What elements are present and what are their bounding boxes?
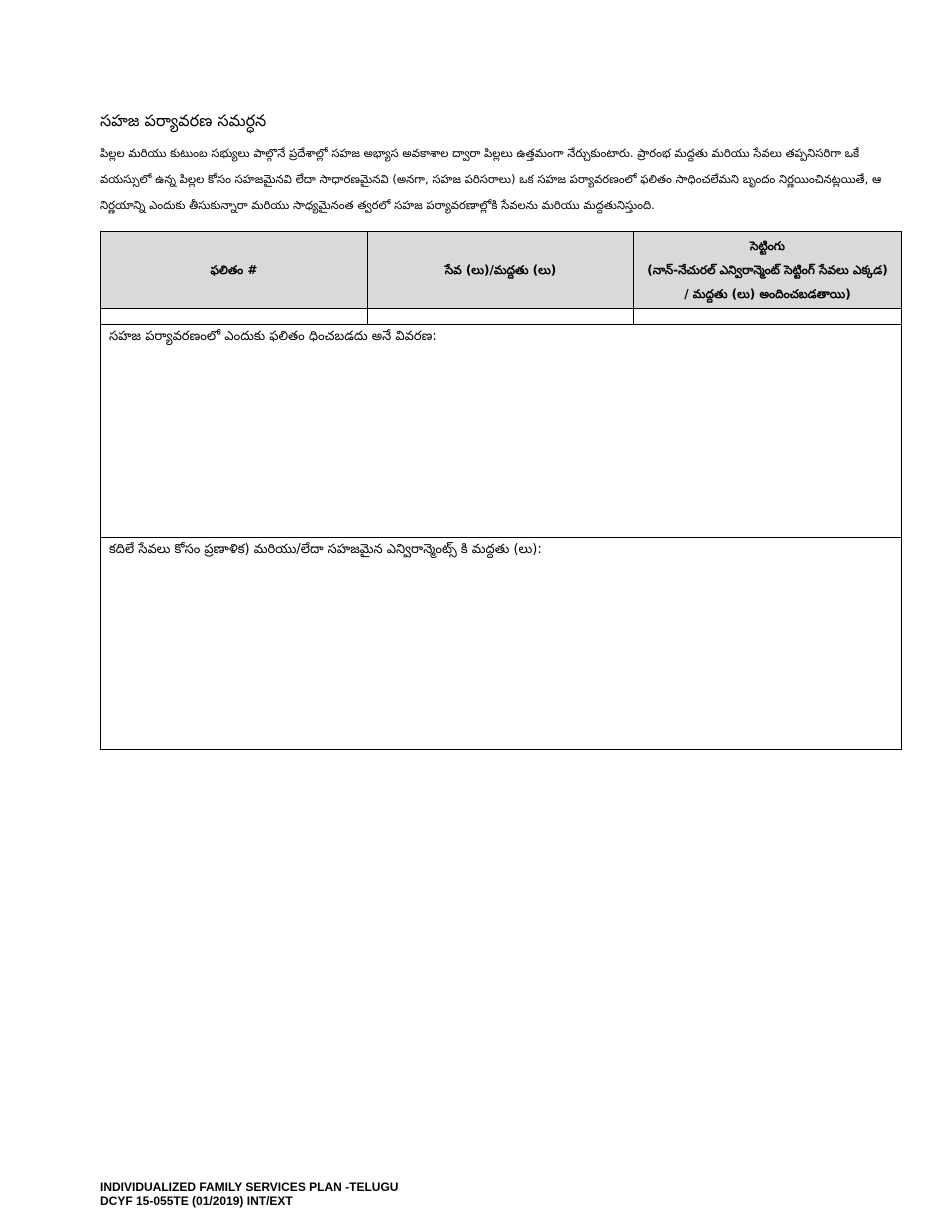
table-row bbox=[101, 309, 902, 325]
footer-form-title: INDIVIDUALIZED FAMILY SERVICES PLAN -TELUGU bbox=[100, 1180, 399, 1194]
header-outcome: ఫలితం # bbox=[101, 232, 368, 309]
header-setting-line2: (నాన్-నేచురల్ ఎన్విరాన్మెంట్ సెట్టింగ్ సేవలు ఎక్కడ) bbox=[647, 263, 888, 277]
plan-label: కదిలే సేవలు కోసం ప్రణాళిక) మరియు/లేదా సహజమైన ఎన్విరాన్మెంట్స్ కి మద్దతు (లు): bbox=[109, 542, 542, 557]
setting-cell[interactable] bbox=[634, 309, 902, 325]
footer-form-number: DCYF 15-055TE (01/2019) INT/EXT bbox=[100, 1194, 293, 1208]
services-cell[interactable] bbox=[368, 309, 634, 325]
justification-label: సహజ పర్యావరణంలో ఎందుకు ఫలితం ధించబడదు అనే వివరణ: bbox=[109, 329, 437, 344]
section-title: సహజ పర్యావరణ సమర్ధన bbox=[100, 111, 267, 130]
intro-paragraph: పిల్లల మరియు కుటుంబ సభ్యులు పాల్గొనే ప్రదేశాల్లో సహజ అభ్యాస అవకాశాల ద్వారా పిల్లలు ఉత్తమంగా నేర్చుకుంటారు. ప్రారంభ మద్దతు మరియు సేవలు తప్పనిసరిగా ఒకే వయస్సులో ఉన్న పిల్లల కోసం సహజమైనవి లేదా సాధారణమైనవి (అనగా, సహజ పరిసరాలు) ఒక సహజ పర్యావరణంలో ఫలితం సాధించలేమని బృందం నిర్ణయించినట్లయితే, ఆ నిర్ణయాన్ని ఎందుకు తీసుకున్నారా మరియు సాధ్యమైనంత త్వరలో సహజ పర్యావరణాల్లోకి సేవలను మరియు మద్దతునిస్తుంది. bbox=[100, 146, 882, 212]
header-setting bbox=[634, 232, 902, 309]
outcome-cell[interactable] bbox=[101, 309, 368, 325]
header-setting-line1: సెట్టింగు bbox=[750, 239, 785, 253]
justification-field[interactable] bbox=[101, 325, 902, 538]
justification-row bbox=[101, 325, 902, 538]
plan-field[interactable] bbox=[101, 538, 902, 750]
table-header-row bbox=[101, 232, 902, 309]
form-footer bbox=[100, 1180, 398, 1208]
header-services: సేవ (లు)/మద్దతు (లు) bbox=[368, 232, 634, 309]
natural-environment-table bbox=[100, 231, 902, 750]
header-setting-line3: / మద్దతు (లు) అందించబడతాయి) bbox=[684, 287, 851, 301]
plan-row bbox=[101, 538, 902, 750]
